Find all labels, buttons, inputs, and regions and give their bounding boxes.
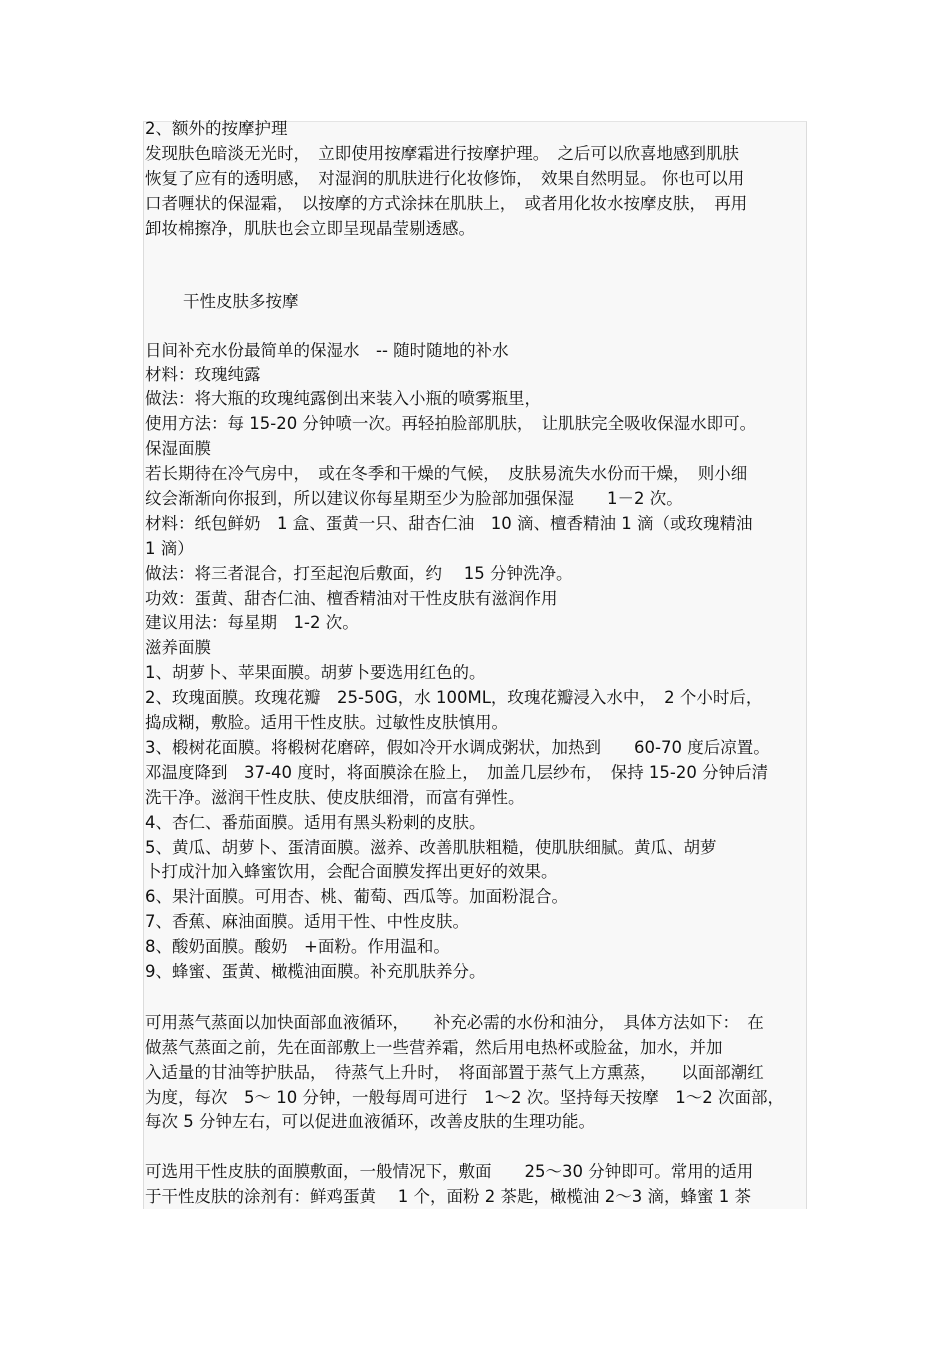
list-item: 3、椴树花面膜。将椴树花磨碎，假如冷开水调成粥状，加热到 60-70 度后凉置。 (145, 738, 770, 757)
list-item: 7、香蕉、麻油面膜。适用干性、中性皮肤。 (145, 912, 469, 931)
section-title-dry-skin: 干性皮肤多按摩 (183, 292, 299, 311)
paragraph-line: 建议用法：每星期 1-2 次。 (145, 613, 359, 632)
heading-extra-massage: 2、额外的按摩护理 (145, 119, 288, 138)
paragraph-line: 若长期待在冷气房中， 或在冬季和干燥的气候， 皮肤易流失水份而干燥， 则小细 (145, 464, 748, 483)
subheading-nourish-mask: 滋养面膜 (145, 638, 211, 657)
paragraph-line: 邓温度降到 37-40 度时，将面膜涂在脸上， 加盖几层纱布， 保持 15-20 分钟后清 (145, 763, 769, 782)
paragraph-line: 做法：将三者混合，打至起泡后敷面，约 15 分钟洗净。 (145, 564, 573, 583)
paragraph-line: 功效：蛋黄、甜杏仁油、檀香精油对干性皮肤有滋润作用 (145, 589, 558, 608)
paragraph-line: 日间补充水份最简单的保湿水 -- 随时随地的补水 (145, 341, 509, 360)
paragraph-line: 口者喱状的保湿霜， 以按摩的方式涂抹在肌肤上， 或者用化妆水按摩皮肤， 再用 (145, 194, 748, 213)
paragraph-line: 1 滴） (145, 539, 194, 558)
paragraph-line: 入适量的甘油等护肤品， 待蒸气上升时， 将面部置于蒸气上方熏蒸， 以面部潮红 (145, 1063, 764, 1082)
list-item: 5、黄瓜、胡萝卜、蛋清面膜。滋养、改善肌肤粗糙，使肌肤细腻。黄瓜、胡萝 (145, 838, 717, 857)
paragraph-line: 做法：将大瓶的玫瑰纯露倒出来装入小瓶的喷雾瓶里， (145, 389, 541, 408)
list-item: 9、蜂蜜、蛋黄、橄榄油面膜。补充肌肤养分。 (145, 962, 486, 981)
paragraph-line: 材料：纸包鲜奶 1 盒、蛋黄一只、甜杏仁油 10 滴、檀香精油 1 滴（或玫瑰精油 (145, 514, 753, 533)
list-item: 4、杏仁、番茄面膜。适用有黑头粉刺的皮肤。 (145, 813, 486, 832)
paragraph-line: 可用蒸气蒸面以加快面部血液循环， 补充必需的水份和油分， 具体方法如下： 在 (145, 1013, 764, 1032)
list-item: 6、果汁面膜。可用杏、桃、葡萄、西瓜等。加面粉混合。 (145, 887, 568, 906)
paragraph-line: 做蒸气蒸面之前，先在面部敷上一些营养霜，然后用电热杯或脸盆，加水，并加 (145, 1038, 723, 1057)
paragraph-line: 卜打成汁加入蜂蜜饮用，会配合面膜发挥出更好的效果。 (145, 862, 558, 881)
list-item: 8、酸奶面膜。酸奶 +面粉。作用温和。 (145, 937, 450, 956)
paragraph-line: 每次 5 分钟左右，可以促进血液循环，改善皮肤的生理功能。 (145, 1112, 595, 1131)
paragraph-line: 可选用干性皮肤的面膜敷面，一般情况下，敷面 25～30 分钟即可。常用的适用 (145, 1162, 754, 1181)
subheading-moisture-mask: 保湿面膜 (145, 439, 211, 458)
paragraph-line: 发现肤色暗淡无光时， 立即使用按摩霜进行按摩护理。 之后可以欣喜地感到肌肤 (145, 144, 739, 163)
paragraph-line: 卸妆棉擦净，肌肤也会立即呈现晶莹剔透感。 (145, 219, 475, 238)
paragraph-line: 使用方法：每 15-20 分钟喷一次。再轻拍脸部肌肤， 让肌肤完全吸收保湿水即可。 (145, 414, 757, 433)
paragraph-line: 纹会渐渐向你报到，所以建议你每星期至少为脸部加强保湿 1－2 次。 (145, 489, 683, 508)
paragraph-line: 于干性皮肤的涂剂有：鲜鸡蛋黄 1 个，面粉 2 茶匙，橄榄油 2～3 滴，蜂蜜 1 茶 (145, 1187, 751, 1206)
paragraph-line: 洗干净。滋润干性皮肤、使皮肤细滑，而富有弹性。 (145, 788, 525, 807)
paragraph-line: 为度，每次 5～ 10 分钟，一般每周可进行 1～2 次。坚持每天按摩 1～2 次面部， (145, 1088, 784, 1107)
paragraph-line: 捣成糊，敷脸。适用干性皮肤。过敏性皮肤慎用。 (145, 713, 508, 732)
paragraph-line: 材料：玫瑰纯露 (145, 365, 261, 384)
list-item: 1、胡萝卜、苹果面膜。胡萝卜要选用红色的。 (145, 663, 486, 682)
paragraph-line: 恢复了应有的透明感， 对湿润的肌肤进行化妆修饰， 效果自然明显。 你也可以用 (145, 169, 745, 188)
list-item: 2、玫瑰面膜。玫瑰花瓣 25-50G，水 100ML，玫瑰花瓣浸入水中， 2 个小时后， (145, 688, 763, 707)
